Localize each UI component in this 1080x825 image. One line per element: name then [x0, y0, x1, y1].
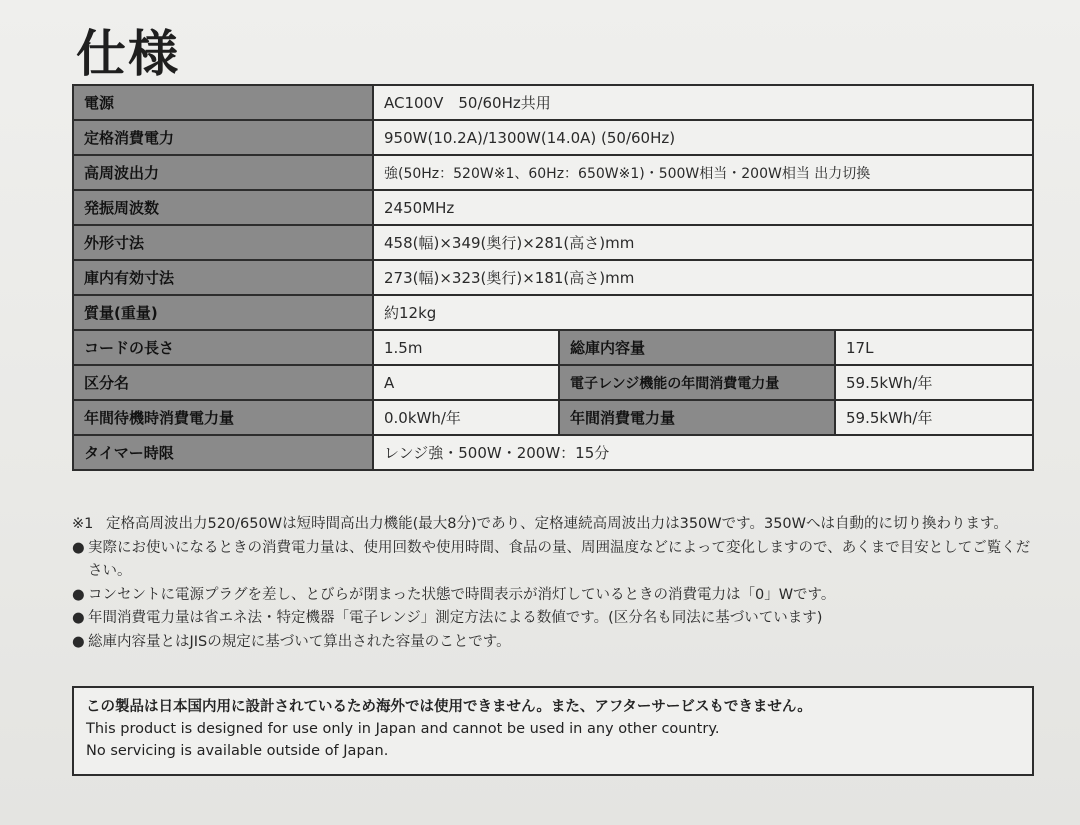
spec-label: タイマー時限: [73, 435, 373, 470]
bullet-icon: ●: [72, 539, 85, 556]
spec-row: [73, 225, 1033, 260]
spec-label: 区分名: [73, 365, 373, 400]
spec-value: 273(幅)×323(奥行)×181(高さ)mm: [373, 260, 1033, 295]
note-item: [72, 631, 1042, 655]
spec-label: 電子レンジ機能の年間消費電力量: [559, 365, 835, 400]
spec-row: [73, 295, 1033, 330]
spec-label: 定格消費電力: [73, 120, 373, 155]
spec-row: [73, 365, 1033, 400]
spec-label: 発振周波数: [73, 190, 373, 225]
notice-english-line: This product is designed for use only in Japan and cannot be used in any other country.: [86, 721, 720, 737]
spec-value: 59.5kWh/年: [835, 400, 1033, 435]
spec-row: [73, 120, 1033, 155]
spec-label: 年間待機時消費電力量: [73, 400, 373, 435]
spec-label: 年間消費電力量: [559, 400, 835, 435]
spec-row: [73, 155, 1033, 190]
bullet-icon: ●: [72, 610, 85, 626]
spec-label: 庫内有効寸法: [73, 260, 373, 295]
page-title: 仕様: [76, 25, 180, 83]
footnote-mark: ※1: [72, 516, 94, 532]
note-text: コンセントに電源プラグを差し、とびらが閉まった状態で時間表示が消灯しているときの消費電力は「0」Wです。: [88, 586, 836, 603]
spec-label: コードの長さ: [73, 330, 373, 365]
spec-label: 総庫内容量: [559, 330, 835, 365]
notice-english-line: No servicing is available outside of Japan.: [86, 743, 389, 759]
footnote: [72, 513, 1042, 537]
spec-row: [73, 260, 1033, 295]
note-item: [72, 607, 1042, 631]
spec-row: [73, 435, 1033, 470]
spec-label: 高周波出力: [73, 155, 373, 190]
spec-value: 約12kg: [373, 295, 1033, 330]
spec-value: 1.5m: [373, 330, 559, 365]
spec-value: 458(幅)×349(奥行)×281(高さ)mm: [373, 225, 1033, 260]
spec-row: [73, 400, 1033, 435]
spec-table: [72, 84, 1034, 471]
notice-japanese: この製品は日本国内用に設計されているため海外では使用できません。また、アフターサービスもできません。: [86, 699, 812, 715]
bullet-icon: ●: [72, 586, 85, 603]
note-item: [72, 584, 1042, 608]
bullet-icon: ●: [72, 633, 85, 650]
spec-value: A: [373, 365, 559, 400]
spec-label: 質量(重量): [73, 295, 373, 330]
spec-row: [73, 85, 1033, 120]
note-text: 実際にお使いになるときの消費電力量は、使用回数や使用時間、食品の量、周囲温度などによって変化しますので、あくまで目安としてご覧ください。: [88, 539, 1031, 579]
spec-value: 59.5kWh/年: [835, 365, 1033, 400]
note-text: 総庫内容量とはJISの規定に基づいて算出された容量のことです。: [88, 633, 511, 650]
spec-label: 電源: [73, 85, 373, 120]
spec-label: 外形寸法: [73, 225, 373, 260]
footnote-text: 定格高周波出力520/650Wは短時間高出力機能(最大8分)であり、定格連続高周波出力は350Wです。350Wへは自動的に切り換わります。: [106, 516, 1008, 532]
notes: [72, 513, 1042, 654]
spec-row: [73, 330, 1033, 365]
spec-value: 2450MHz: [373, 190, 1033, 225]
note-text: 年間消費電力量は省エネ法・特定機器「電子レンジ」測定方法による数値です。(区分名も同法に基づいています): [88, 610, 823, 626]
note-item: [72, 537, 1042, 584]
spec-value: 950W(10.2A)/1300W(14.0A) (50/60Hz): [373, 120, 1033, 155]
spec-value: 0.0kWh/年: [373, 400, 559, 435]
spec-value: AC100V 50/60Hz共用: [373, 85, 1033, 120]
spec-row: [73, 190, 1033, 225]
spec-value: レンジ強・500W・200W：15分: [373, 435, 1033, 470]
spec-value: 強(50Hz：520W※1、60Hz：650W※1)・500W相当・200W相当 出力切換: [373, 155, 1033, 190]
spec-value: 17L: [835, 330, 1033, 365]
notice-box: [72, 686, 1034, 776]
